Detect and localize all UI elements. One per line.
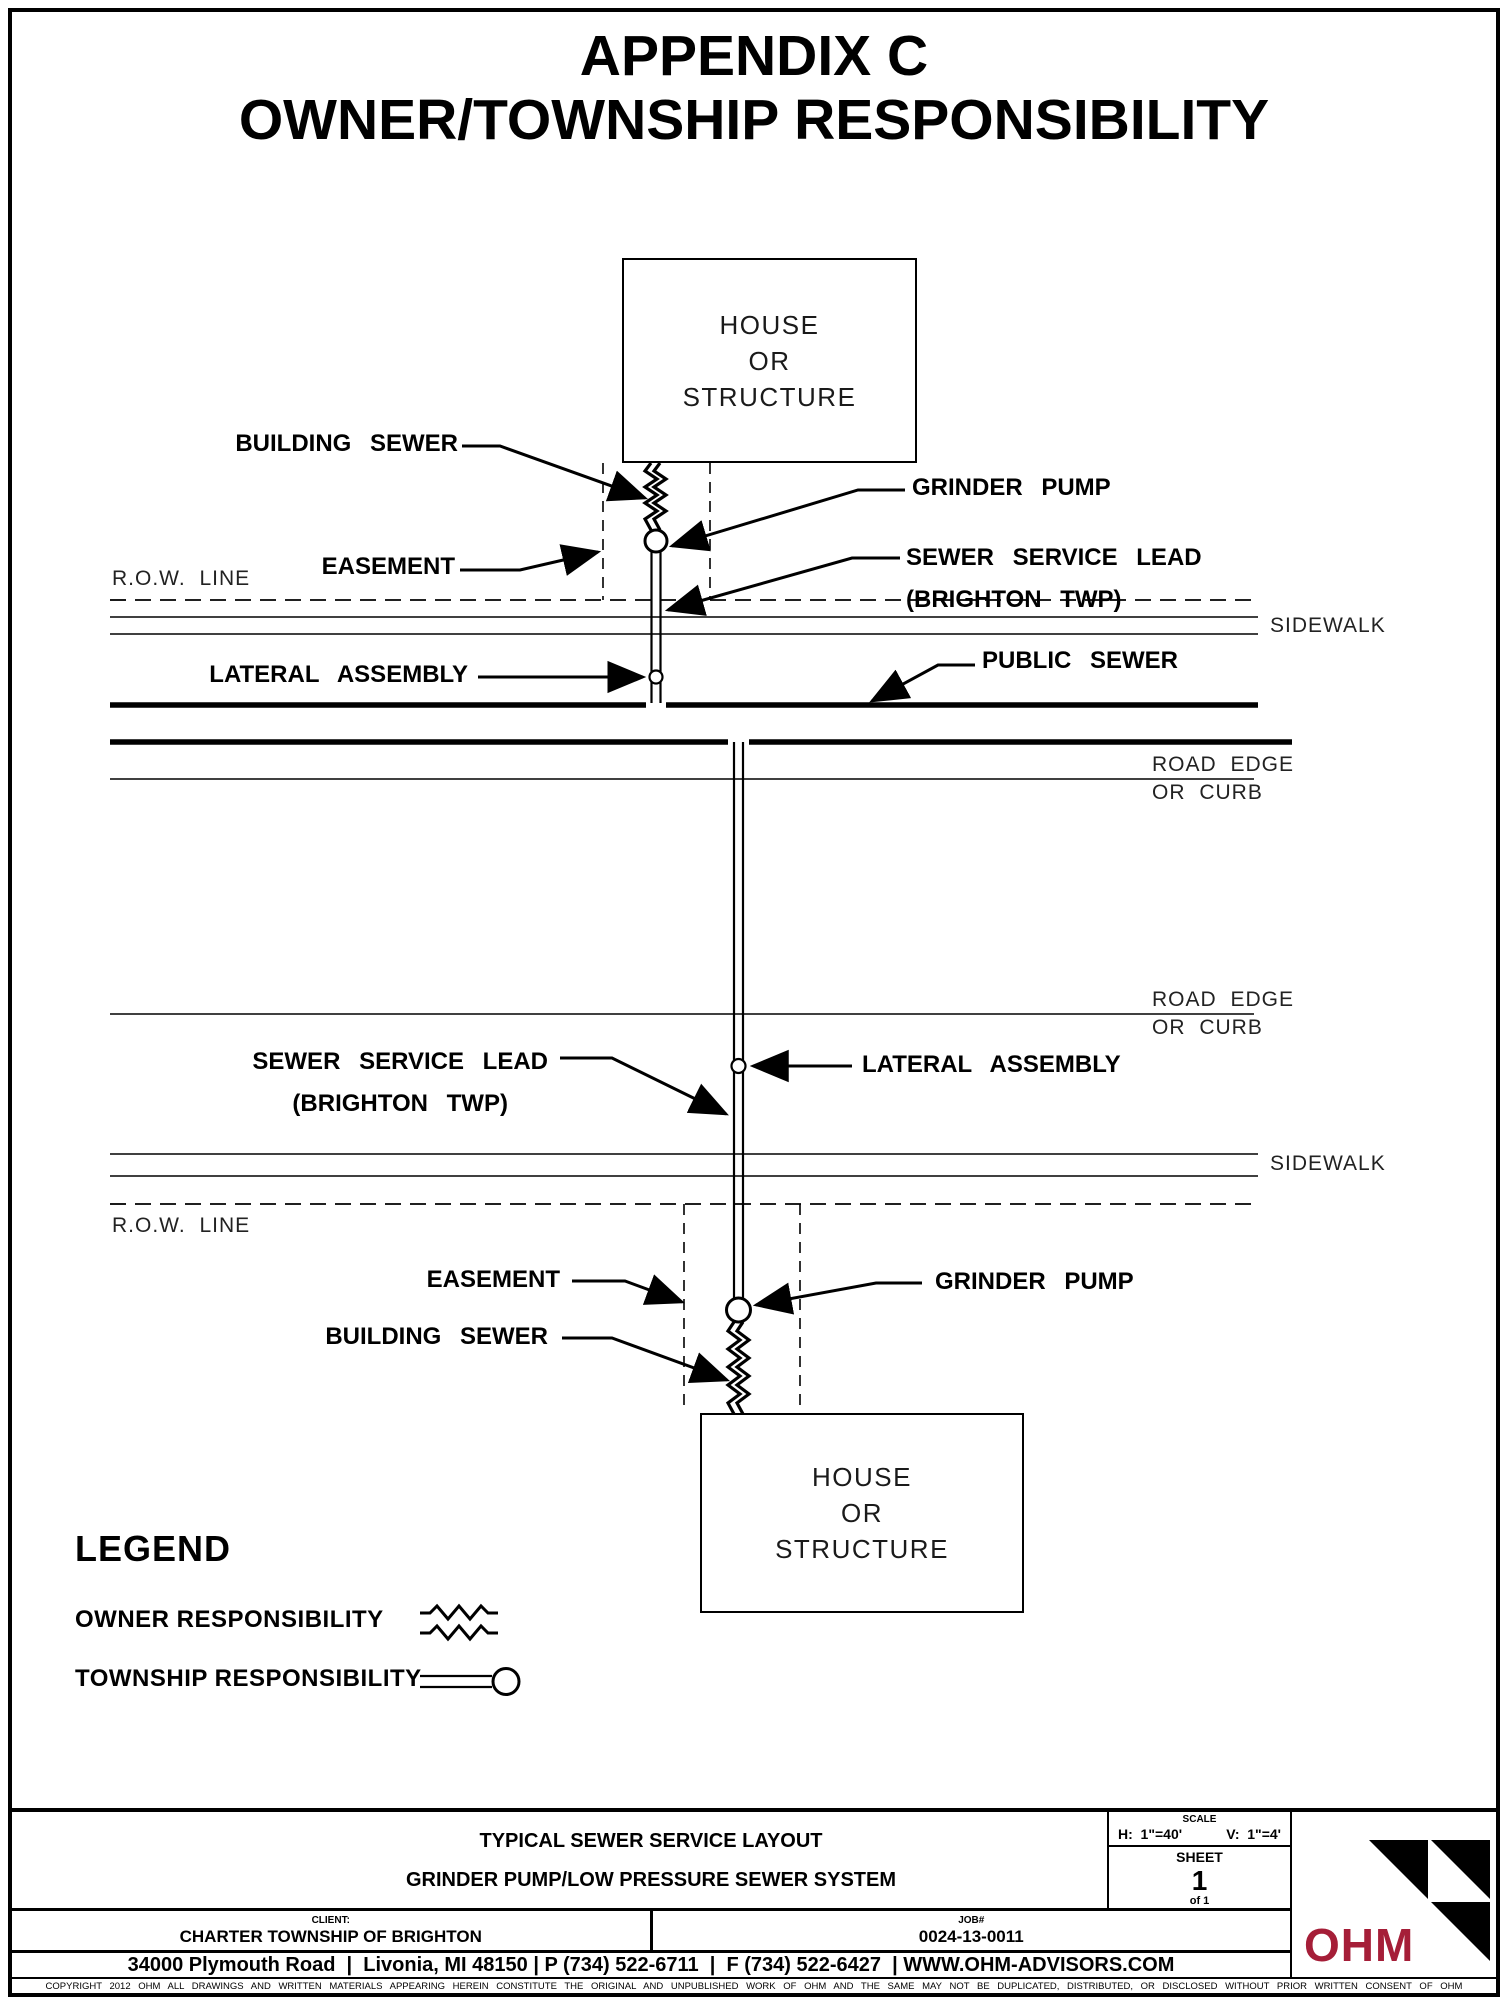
building-sewer-label-top: BUILDING SEWER xyxy=(235,430,458,457)
road-edge-label-1a: ROAD EDGE xyxy=(1152,753,1295,776)
scale-horizontal: H: 1"=40' xyxy=(1118,1826,1183,1842)
sheet-number: 1 xyxy=(1191,1865,1208,1896)
easement-label-bottom: EASEMENT xyxy=(426,1266,560,1293)
sewer-service-lead-line1: SEWER SERVICE LEAD xyxy=(252,1048,548,1075)
scale-vertical: V: 1"=4' xyxy=(1226,1826,1281,1842)
title-block-row-titles xyxy=(12,1812,1290,1908)
sewer-service-lead-line2: (BRIGHTON TWP) xyxy=(292,1090,508,1117)
house-text-line3: STRUCTURE xyxy=(775,1534,949,1564)
sewer-service-lead-leader-bottom xyxy=(560,1058,726,1114)
sheet-box xyxy=(1109,1845,1290,1908)
client-name: CHARTER TOWNSHIP OF BRIGHTON xyxy=(179,1927,482,1946)
scale-values xyxy=(1109,1826,1290,1845)
title-block-main xyxy=(12,1812,1290,1977)
house-box-bottom xyxy=(700,1413,1024,1613)
house-text-line2: OR xyxy=(748,345,791,376)
road-edge-label-1b: OR CURB xyxy=(1152,781,1263,804)
easement-lines xyxy=(603,463,800,1413)
leader-arrows xyxy=(460,446,975,1380)
copyright-row: COPYRIGHT 2012 OHM ALL DRAWINGS AND WRITTEN MATERIALS APPEARING HEREIN CONSTITUTE THE ORIGINAL AND UNPUBLISHED WORK OF OHM AND THE SAME MAY NOT BE DUPLICATED, DISTRIBUTED, OR DISCLOSED WITHOUT PRIOR WRITTEN CONSENT OF OHM xyxy=(12,1977,1496,1993)
sewer-service-lead-leader-top xyxy=(668,558,900,610)
public-sewer-lines xyxy=(110,705,1292,742)
row-line-label-top: R.O.W. LINE xyxy=(112,567,251,590)
job-number: 0024-13-0011 xyxy=(918,1927,1024,1946)
address-row: 34000 Plymouth Road | Livonia, MI 48150 | P (734) 522-6711 | F (734) 522-6427 | WWW.OHM-ADVISORS.COM xyxy=(12,1950,1290,1977)
easement-label-top: EASEMENT xyxy=(321,553,455,580)
house-text-line1: HOUSE xyxy=(812,1462,912,1492)
building-sewer-leader-bottom xyxy=(562,1338,727,1380)
legend-owner-label: OWNER RESPONSIBILITY xyxy=(75,1606,384,1633)
easement-leader-top xyxy=(460,552,598,570)
drawing-titles xyxy=(12,1812,1290,1908)
logo-text: OHM xyxy=(1304,1919,1415,1971)
sheet-title-line1: APPENDIX C xyxy=(579,24,929,88)
house-text-line1: HOUSE xyxy=(719,309,820,340)
scale-label: SCALE xyxy=(1182,1814,1217,1825)
grinder-pump-label-bottom: GRINDER PUMP xyxy=(935,1268,1134,1295)
sheet-label: SHEET xyxy=(1176,1849,1223,1865)
grinder-pump-leader-top xyxy=(672,490,905,546)
sewer-service-lead-label-top xyxy=(906,537,1202,621)
lateral-assembly-label-top: LATERAL ASSEMBLY xyxy=(209,661,468,688)
grinder-pump-symbol-top xyxy=(645,530,667,552)
house-text-line2: OR xyxy=(841,1498,883,1528)
client-cell xyxy=(12,1911,650,1950)
client-label: CLIENT: xyxy=(311,1915,350,1926)
row-line-label-bottom: R.O.W. LINE xyxy=(112,1214,251,1237)
logo-box xyxy=(1290,1812,1496,1977)
legend-township-symbol xyxy=(420,1669,519,1695)
public-sewer-leader xyxy=(872,665,975,701)
drawing-title-2: GRINDER PUMP/LOW PRESSURE SEWER SYSTEM xyxy=(405,1869,897,1891)
sewer-service-lead-line1: SEWER SERVICE LEAD xyxy=(906,544,1202,571)
legend-title: LEGEND xyxy=(75,1528,232,1569)
building-sewer-leader-top xyxy=(462,446,645,498)
public-sewer-label: PUBLIC SEWER xyxy=(982,647,1179,674)
sewer-service-lead-label-bottom xyxy=(252,1041,548,1125)
lateral-assembly-label-bottom: LATERAL ASSEMBLY xyxy=(862,1051,1121,1078)
building-sewer-label-bottom: BUILDING SEWER xyxy=(325,1323,548,1350)
drawing-title-1: TYPICAL SEWER SERVICE LAYOUT xyxy=(479,1830,823,1852)
ohm-logo xyxy=(1292,1812,1498,1980)
title-block-row-client-job xyxy=(12,1908,1290,1950)
road-edge-label-2a: ROAD EDGE xyxy=(1152,988,1295,1011)
job-label: JOB# xyxy=(958,1915,985,1926)
logo-triangle-top-right xyxy=(1431,1840,1490,1899)
easement-leader-bottom xyxy=(572,1281,682,1302)
grinder-pump-label-top: GRINDER PUMP xyxy=(912,474,1111,501)
title-block-body xyxy=(12,1812,1496,1977)
logo-triangle-top-left xyxy=(1369,1840,1428,1899)
sidewalk-label-bottom: SIDEWALK xyxy=(1270,1152,1386,1175)
job-cell xyxy=(650,1911,1291,1950)
house-box-top xyxy=(622,258,917,463)
sewer-service-lead-line2: (BRIGHTON TWP) xyxy=(906,586,1122,613)
title-block xyxy=(12,1808,1496,1993)
scale-sheet-box xyxy=(1107,1812,1290,1908)
legend-township-label: TOWNSHIP RESPONSIBILITY xyxy=(75,1665,422,1692)
lateral-assembly-symbol-bottom xyxy=(732,1059,746,1073)
logo-triangle-bottom-right xyxy=(1431,1902,1490,1961)
township-pipes xyxy=(652,552,744,1298)
road-edge-label-2b: OR CURB xyxy=(1152,1016,1263,1039)
sidewalk-label-top: SIDEWALK xyxy=(1270,614,1386,637)
house-text-line3: STRUCTURE xyxy=(682,381,857,412)
sheet-title-line2: OWNER/TOWNSHIP RESPONSIBILITY xyxy=(238,88,1270,152)
legend-owner-symbol xyxy=(420,1606,498,1639)
grinder-pump-symbol-bottom xyxy=(727,1298,751,1322)
grinder-pump-leader-bottom xyxy=(756,1283,922,1305)
lateral-assembly-symbol-top xyxy=(650,671,663,684)
sheet-of: of 1 xyxy=(1189,1895,1210,1907)
